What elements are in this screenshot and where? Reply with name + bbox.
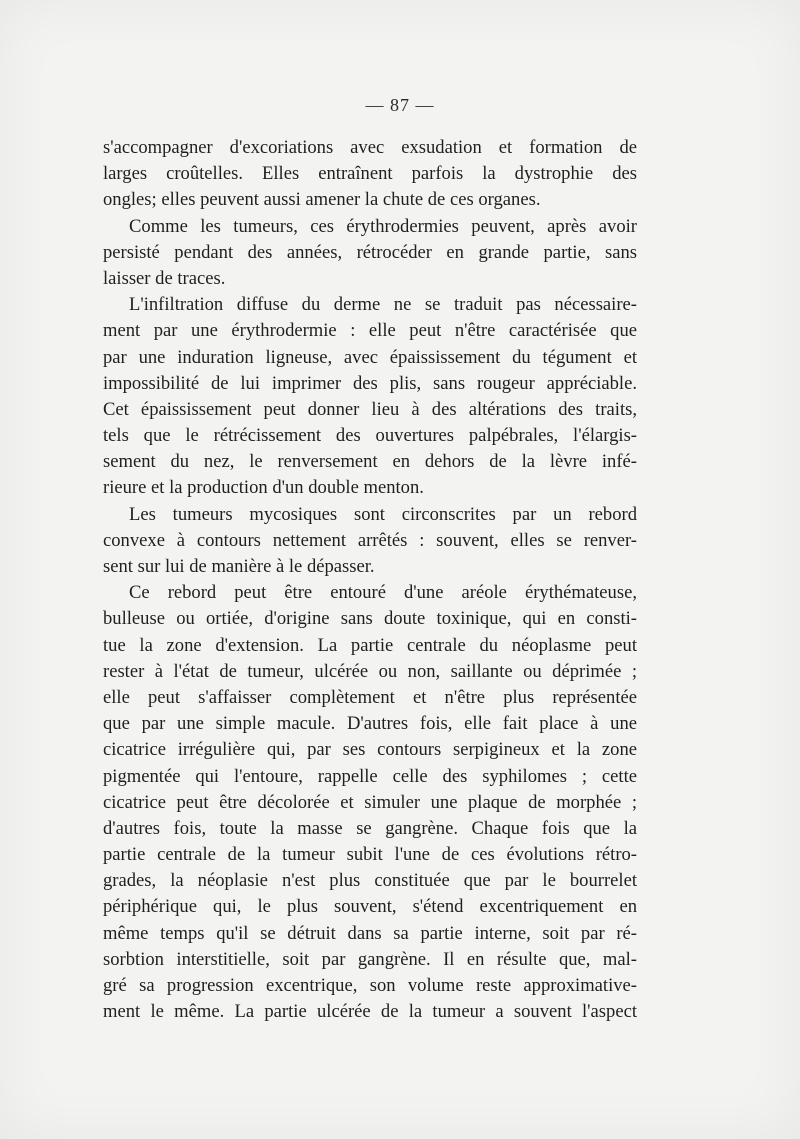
body-text bbox=[103, 135, 637, 1025]
text-line: gré sa progression excentrique, son volume reste approximative- bbox=[103, 975, 637, 996]
text-line: pigmentée qui l'entoure, rappelle celle des syphilomes ; cette bbox=[103, 765, 637, 787]
text-line: Comme les tumeurs, ces érythrodermies peuvent, après avoir bbox=[129, 215, 637, 237]
text-line: tue la zone d'extension. La partie centrale du néoplasme peut bbox=[103, 634, 637, 656]
text-line: convexe à contours nettement arrêtés : souvent, elles se renver- bbox=[103, 529, 637, 551]
text-line: laisser de traces. bbox=[103, 267, 226, 289]
text-line: larges croûtelles. Elles entraînent parfois la dystrophie des bbox=[103, 163, 637, 185]
text-line: que par une simple macule. D'autres fois, elle fait place à une bbox=[103, 713, 637, 735]
text-line: même temps qu'il se détruit dans sa partie interne, soit par ré- bbox=[103, 922, 637, 944]
text-line: rester à l'état de tumeur, ulcérée ou non, saillante ou déprimée ; bbox=[103, 660, 637, 682]
text-line: impossibilité de lui imprimer des plis, sans rougeur appréciable. bbox=[103, 372, 637, 394]
text-line: sorbtion interstitielle, soit par gangrène. Il en résulte que, mal- bbox=[103, 948, 637, 970]
text-line: sement du nez, le renversement en dehors de la lèvre infé- bbox=[103, 451, 637, 473]
text-line: ment le même. La partie ulcérée de la tumeur a souvent l'aspect bbox=[103, 1001, 637, 1023]
text-line: grades, la néoplasie n'est plus constituée que par le bourrelet bbox=[103, 870, 637, 892]
text-line: Cet épaississement peut donner lieu à des altérations des traits, bbox=[103, 398, 637, 420]
text-line: cicatrice peut être décolorée et simuler une plaque de morphée ; bbox=[103, 791, 637, 813]
text-line: persisté pendant des années, rétrocéder en grande partie, sans bbox=[103, 241, 637, 263]
page-number: — 87 — bbox=[365, 95, 435, 115]
text-line: tels que le rétrécissement des ouvertures palpébrales, l'élargis- bbox=[103, 425, 637, 447]
text-line: L'infiltration diffuse du derme ne se traduit pas nécessaire- bbox=[129, 294, 637, 316]
text-line: ongles; elles peuvent aussi amener la chute de ces organes. bbox=[103, 189, 541, 211]
text-line: d'autres fois, toute la masse se gangrène. Chaque fois que la bbox=[103, 817, 637, 839]
text-line: cicatrice irrégulière qui, par ses contours serpigineux et la zone bbox=[103, 739, 637, 761]
text-line: ment par une érythrodermie : elle peut n'être caractérisée que bbox=[103, 320, 637, 342]
text-line: bulleuse ou ortiée, d'origine sans doute toxinique, qui en consti- bbox=[103, 608, 637, 630]
text-line: s'accompagner d'excoriations avec exsudation et formation de bbox=[103, 137, 637, 158]
text-line: Les tumeurs mycosiques sont circonscrites par un rebord bbox=[129, 503, 637, 525]
text-line: par une induration ligneuse, avec épaississement du tégument et bbox=[103, 346, 637, 368]
text-line: sent sur lui de manière à le dépasser. bbox=[103, 556, 375, 577]
text-line: périphérique qui, le plus souvent, s'étend excentriquement en bbox=[103, 896, 637, 918]
text-line: Ce rebord peut être entouré d'une aréole érythémateuse, bbox=[129, 582, 637, 604]
text-line: partie centrale de la tumeur subit l'une de ces évolutions rétro- bbox=[103, 844, 637, 866]
text-line: rieure et la production d'un double menton. bbox=[103, 477, 424, 499]
text-line: elle peut s'affaisser complètement et n'être plus représentée bbox=[103, 686, 637, 708]
